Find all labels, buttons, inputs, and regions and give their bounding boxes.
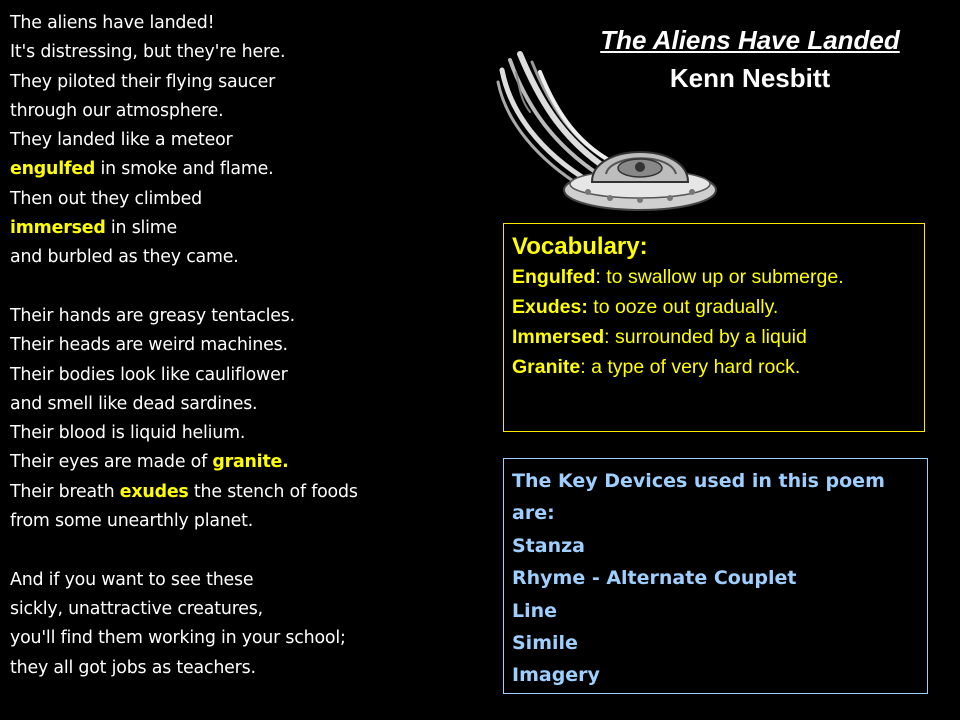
- poem-text-segment: the stench of foods: [188, 481, 358, 502]
- poem-line: [10, 478, 480, 507]
- highlighted-word: engulfed: [10, 159, 96, 180]
- poem-text-segment: Their blood is liquid helium.: [10, 423, 246, 444]
- poem-text-segment: They piloted their flying saucer: [10, 71, 276, 92]
- poem-text-segment: in slime: [105, 218, 178, 239]
- vocabulary-definition: : to swallow up or submerge.: [595, 266, 844, 288]
- poem-line: [10, 331, 480, 360]
- poem-text-segment: Their hands are greasy tentacles.: [10, 305, 295, 326]
- vocabulary-entry: [512, 262, 916, 292]
- poem-text-segment: Their breath: [10, 481, 120, 502]
- stanza-break: [10, 273, 480, 302]
- highlighted-word: granite.: [212, 452, 289, 473]
- poem-line: [10, 624, 480, 653]
- poem-line: [10, 68, 480, 97]
- key-devices-intro: The Key Devices used in this poem are:: [512, 470, 885, 525]
- poem-text-segment: and burbled as they came.: [10, 247, 239, 268]
- poem-line: [10, 390, 480, 419]
- vocabulary-entry: [512, 352, 916, 382]
- poem-title: The Aliens Have Landed: [600, 25, 900, 55]
- poem-text-segment: you'll find them working in your school;: [10, 628, 346, 649]
- vocabulary-entry: [512, 322, 916, 352]
- poem-line: [10, 566, 480, 595]
- poem-line: [10, 243, 480, 272]
- poem-line: [10, 448, 480, 477]
- poem-line: [10, 38, 480, 67]
- key-devices-box: [503, 458, 928, 694]
- poem-text-segment: And if you want to see these: [10, 569, 254, 590]
- poem-author: Kenn Nesbitt: [669, 63, 831, 93]
- poem-text-segment: They landed like a meteor: [10, 130, 233, 151]
- vocabulary-term: Engulfed: [512, 266, 596, 288]
- poem-line: [10, 155, 480, 184]
- key-devices-list: [512, 530, 919, 692]
- poem-text: [10, 9, 480, 683]
- vocabulary-definition: to ooze out gradually.: [587, 296, 779, 318]
- poem-text-segment: they all got jobs as teachers.: [10, 657, 256, 678]
- key-device-item: Rhyme - Alternate Couplet: [512, 567, 797, 590]
- poem-text-segment: and smell like dead sardines.: [10, 393, 258, 414]
- vocabulary-term: Immersed: [512, 326, 605, 348]
- poem-text-segment: Their heads are weird machines.: [10, 335, 288, 356]
- poem-text-segment: from some unearthly planet.: [10, 511, 254, 532]
- vocabulary-definition: : surrounded by a liquid: [604, 326, 807, 348]
- vocabulary-term: Granite: [512, 356, 581, 378]
- highlighted-word: immersed: [10, 218, 106, 239]
- poem-text-segment: The aliens have landed!: [10, 13, 215, 33]
- vocabulary-entry: [512, 292, 916, 322]
- poem-text-segment: Their bodies look like cauliflower: [10, 364, 288, 385]
- poem-text-segment: sickly, unattractive creatures,: [10, 598, 263, 619]
- poem-line: [10, 419, 480, 448]
- highlighted-word: exudes: [119, 481, 189, 502]
- key-device-item: Imagery: [512, 664, 600, 687]
- stanza-break: [10, 536, 480, 565]
- poem-line: [10, 595, 480, 624]
- vocabulary-list: [512, 262, 916, 382]
- poem-line: [10, 654, 480, 683]
- poem-line: [10, 97, 480, 126]
- poem-line: [10, 126, 480, 155]
- poem-line: [10, 214, 480, 243]
- poem-text-segment: in smoke and flame.: [95, 159, 274, 180]
- poem-line: [10, 507, 480, 536]
- poem-line: [10, 185, 480, 214]
- poem-text-segment: through our atmosphere.: [10, 100, 224, 121]
- poem-text-segment: Their eyes are made of: [10, 452, 213, 473]
- poem-text-segment: It's distressing, but they're here.: [10, 42, 286, 63]
- key-device-item: Simile: [512, 632, 578, 655]
- poem-line: [10, 9, 480, 38]
- vocabulary-definition: : a type of very hard rock.: [580, 356, 801, 378]
- vocabulary-box: [503, 223, 925, 432]
- poem-line: [10, 302, 480, 331]
- vocabulary-heading: Vocabulary:: [512, 233, 648, 260]
- key-device-item: Stanza: [512, 534, 585, 557]
- vocabulary-term: Exudes:: [512, 296, 588, 318]
- poem-text-segment: Then out they climbed: [10, 188, 203, 209]
- key-device-item: Line: [512, 599, 558, 622]
- flying-saucer-icon: [480, 42, 730, 222]
- poem-line: [10, 361, 480, 390]
